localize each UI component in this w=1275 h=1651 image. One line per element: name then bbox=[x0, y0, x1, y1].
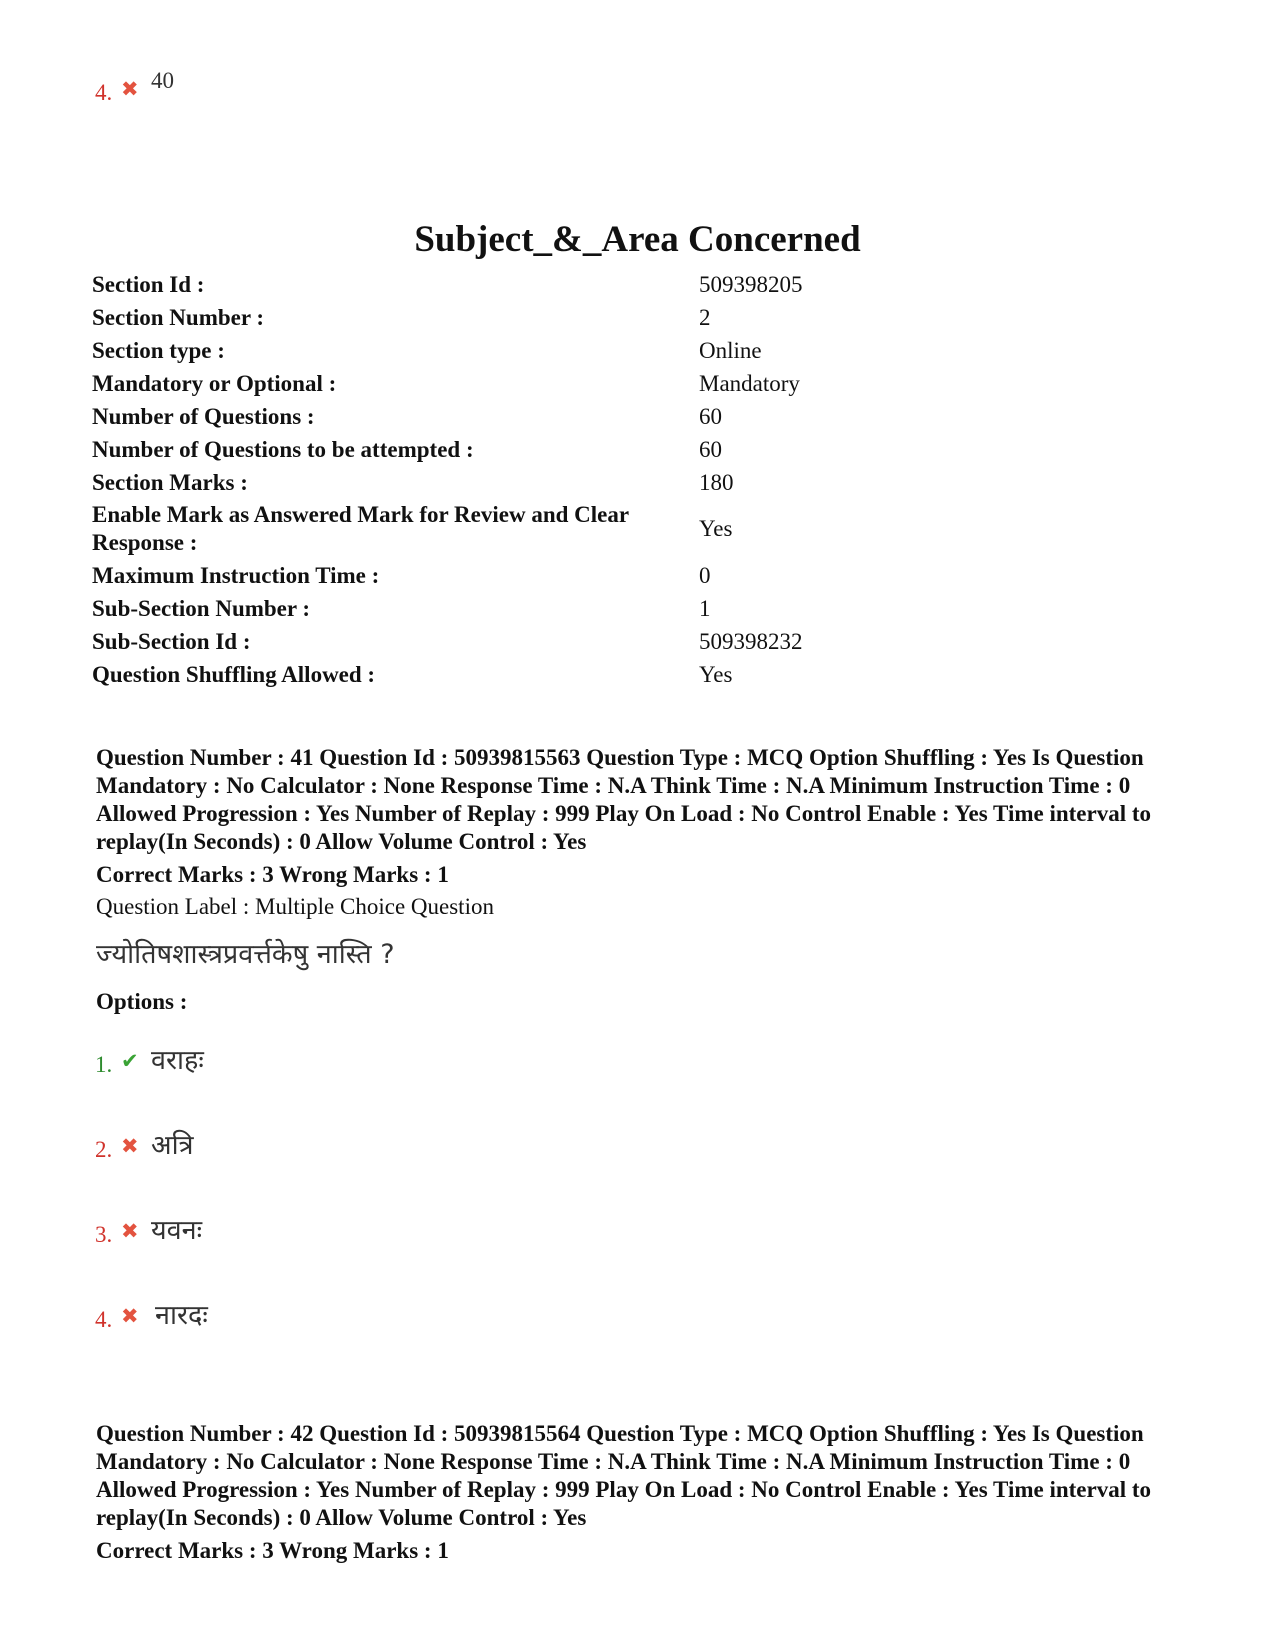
option-text: नारदः bbox=[155, 1300, 208, 1331]
info-row bbox=[92, 592, 1092, 625]
info-label: Number of Questions : bbox=[92, 403, 315, 429]
info-label: Section Number : bbox=[92, 304, 265, 330]
info-label: Number of Questions to be attempted : bbox=[92, 436, 474, 462]
question-text: ज्योतिषशास्त्रप्रवर्त्तकेषु नास्ति ? bbox=[96, 939, 395, 970]
question-marks: Correct Marks : 3 Wrong Marks : 1 bbox=[96, 1538, 449, 1563]
option-4 bbox=[95, 1295, 208, 1333]
question-meta: Question Number : 41 Question Id : 50939815563 Question Type : MCQ Option Shuffling : Yes Is Question Mandatory : No Calculator : None Response Time : N.A Think Time : N.A Minimum Instruction Time : 0 Allowed Progression : Yes Number of Replay : 999 Play On Load : No Control Enable : Yes Time interval to replay(In Seconds) : 0 Allow Volume Control : Yes bbox=[96, 745, 1152, 854]
cross-icon: ✖ bbox=[121, 77, 139, 101]
info-row bbox=[92, 268, 1092, 301]
info-row bbox=[92, 334, 1092, 367]
info-row bbox=[92, 499, 1092, 559]
option-1 bbox=[95, 1040, 204, 1078]
info-value: 0 bbox=[699, 562, 711, 588]
info-value: 60 bbox=[699, 403, 722, 429]
info-label: Sub-Section Id : bbox=[92, 628, 251, 654]
info-row bbox=[92, 466, 1092, 499]
option-text: 40 bbox=[151, 68, 174, 93]
info-row bbox=[92, 625, 1092, 658]
cross-icon: ✖ bbox=[121, 1219, 139, 1243]
info-value: Yes bbox=[699, 661, 733, 687]
info-row bbox=[92, 400, 1092, 433]
options-heading: Options : bbox=[96, 989, 188, 1014]
info-row bbox=[92, 367, 1092, 400]
option-text: यवनः bbox=[151, 1215, 203, 1246]
option-number: 3. bbox=[95, 1222, 113, 1247]
question-meta: Question Number : 42 Question Id : 50939815564 Question Type : MCQ Option Shuffling : Yes Is Question Mandatory : No Calculator : None Response Time : N.A Think Time : N.A Minimum Instruction Time : 0 Allowed Progression : Yes Number of Replay : 999 Play On Load : No Control Enable : Yes Time interval to replay(In Seconds) : 0 Allow Volume Control : Yes bbox=[96, 1421, 1152, 1530]
option-3 bbox=[95, 1210, 202, 1248]
info-label: Section Marks : bbox=[92, 469, 248, 495]
option-number: 2. bbox=[95, 1137, 113, 1162]
option-number: 1. bbox=[95, 1052, 113, 1077]
question-label: Question Label : Multiple Choice Question bbox=[96, 894, 494, 919]
info-value: 60 bbox=[699, 436, 722, 462]
info-row bbox=[92, 658, 1092, 691]
info-label: Section type : bbox=[92, 337, 225, 363]
prev-option-4 bbox=[95, 68, 174, 106]
info-value: 180 bbox=[699, 469, 734, 495]
cross-icon: ✖ bbox=[121, 1304, 139, 1328]
info-value: 1 bbox=[699, 595, 711, 621]
info-row bbox=[92, 559, 1092, 592]
info-label: Question Shuffling Allowed : bbox=[92, 661, 376, 687]
info-value: 2 bbox=[699, 304, 711, 330]
option-number: 4. bbox=[95, 1307, 113, 1332]
info-row bbox=[92, 433, 1092, 466]
option-text: वराहः bbox=[151, 1045, 204, 1076]
option-text: अत्रि bbox=[151, 1130, 194, 1161]
info-value: 509398205 bbox=[699, 271, 803, 297]
question-marks: Correct Marks : 3 Wrong Marks : 1 bbox=[96, 862, 449, 887]
info-value: Mandatory bbox=[699, 370, 800, 396]
info-row bbox=[92, 301, 1092, 334]
info-label: Mandatory or Optional : bbox=[92, 370, 337, 396]
question-42 bbox=[96, 1420, 1206, 1564]
info-label: Maximum Instruction Time : bbox=[92, 562, 380, 588]
cross-icon: ✖ bbox=[121, 1134, 139, 1158]
section-info-table bbox=[92, 268, 1092, 691]
info-label: Sub-Section Number : bbox=[92, 595, 311, 621]
info-value: 509398232 bbox=[699, 628, 803, 654]
info-label: Section Id : bbox=[92, 271, 205, 297]
question-41 bbox=[96, 744, 1206, 1015]
info-value: Yes bbox=[699, 516, 733, 541]
option-number: 4. bbox=[95, 80, 113, 105]
option-2 bbox=[95, 1125, 194, 1163]
info-label: Enable Mark as Answered Mark for Review and Clear Response : bbox=[92, 502, 629, 555]
check-icon: ✔ bbox=[121, 1049, 139, 1073]
section-title: Subject_&_Area Concerned bbox=[414, 219, 861, 260]
info-value: Online bbox=[699, 337, 762, 363]
